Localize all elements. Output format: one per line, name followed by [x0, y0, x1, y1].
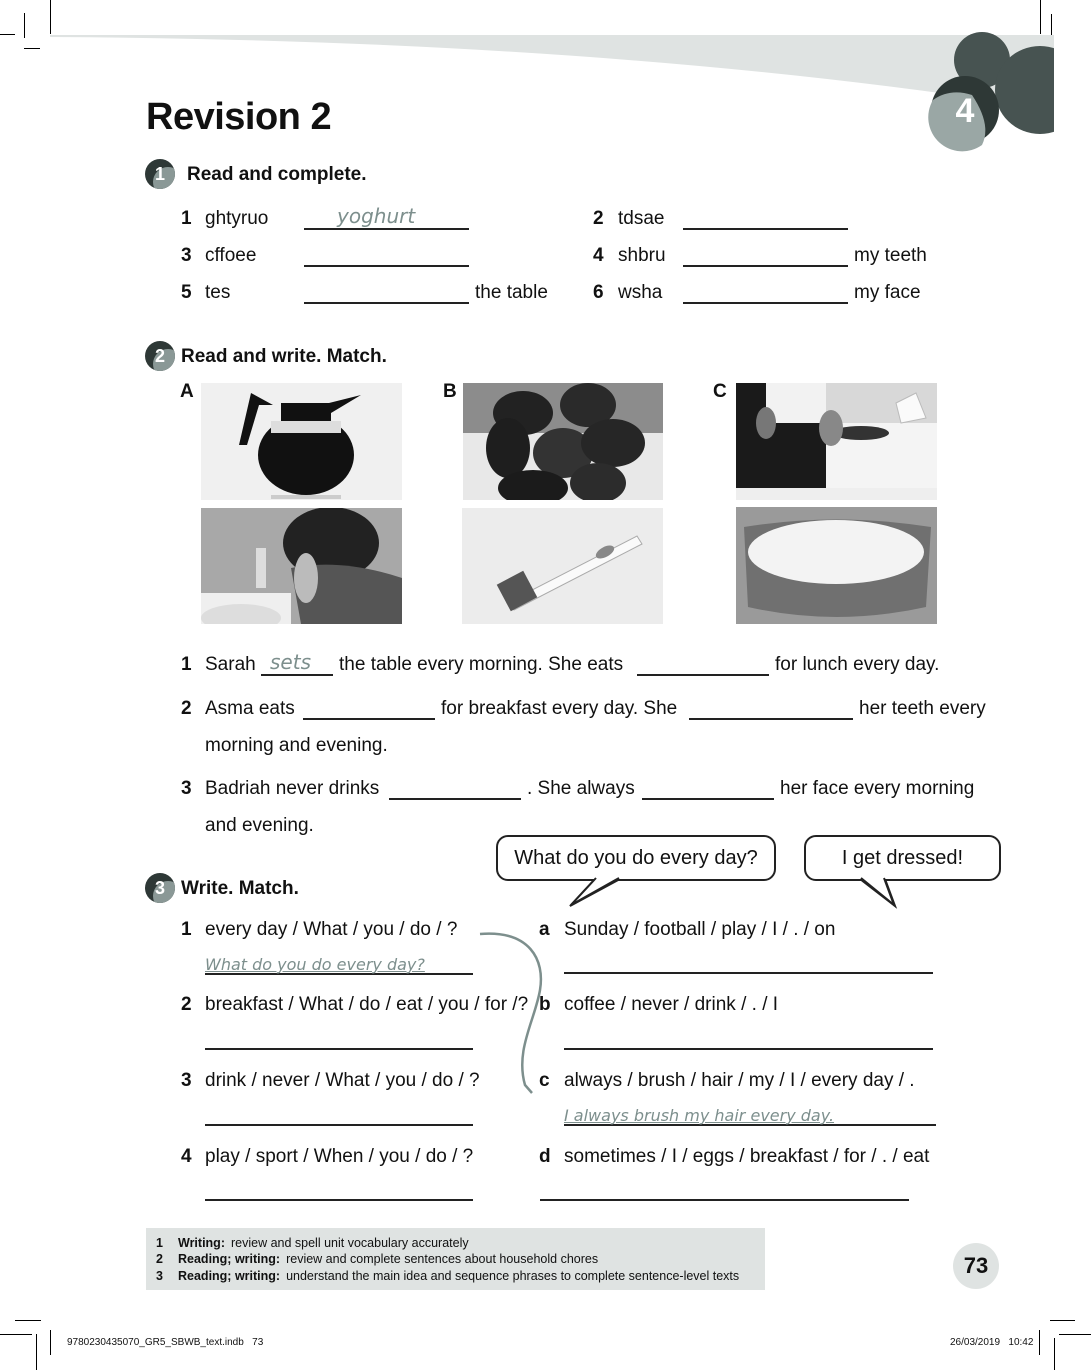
exercise-1-badge: 1 [145, 159, 175, 189]
sentence-text: her teeth every [859, 698, 986, 719]
question-prompt: every day / What / you / do / ? [205, 919, 458, 940]
item-number: 3 [181, 245, 192, 266]
question-prompt: breakfast / What / do / eat / you / for /? [205, 994, 529, 1015]
sentence-number: 2 [181, 698, 192, 719]
jumbled-word: wsha [618, 282, 663, 303]
handwritten-answer: What do you do every day? [205, 955, 425, 974]
answer-letter: a [539, 919, 550, 940]
item-number: 6 [593, 282, 604, 303]
question-number: 1 [181, 919, 192, 940]
jumbled-word: tes [205, 282, 231, 303]
objective-row: 2 Reading; writing: review and complete sentences about household chores [156, 1252, 599, 1266]
objective-row: 1 Writing: review and spell unit vocabulary accurately [156, 1236, 469, 1250]
answer-blank[interactable] [205, 1124, 473, 1126]
column-label-a: A [180, 381, 194, 402]
unit-number: 4 [955, 92, 975, 130]
crop-mark [50, 1330, 51, 1355]
answer-letter: c [539, 1070, 550, 1091]
learning-objectives [146, 1228, 765, 1290]
column-label-b: B [443, 381, 457, 402]
crop-mark [0, 1334, 32, 1335]
question-prompt: drink / never / What / you / do / ? [205, 1070, 480, 1091]
handwritten-answer: yoghurt [337, 204, 416, 228]
crop-mark [1054, 1338, 1055, 1370]
page-number: 73 [953, 1243, 999, 1289]
sentence-text: for breakfast every day. She [441, 698, 678, 719]
answer-letter: b [539, 994, 551, 1015]
answer-blank[interactable] [205, 1199, 473, 1201]
exercise-1-instruction: Read and complete. [187, 164, 367, 185]
column-label-c: C [713, 381, 727, 402]
jumbled-word: cffoee [205, 245, 257, 266]
exercise-3-instruction: Write. Match. [181, 878, 299, 899]
sentence-text: Asma eats [205, 698, 295, 719]
answer-prompt: coffee / never / drink / . / I [564, 994, 779, 1015]
answer-prompt: always / brush / hair / my / I / every day / . [564, 1070, 915, 1091]
answer-letter: d [539, 1146, 551, 1167]
sentence-text: the table every morning. She eats [339, 654, 624, 675]
sentence-text: and evening. [205, 815, 314, 836]
answer-prompt: Sunday / football / play / I / . / on [564, 919, 836, 940]
crop-mark [15, 1320, 41, 1321]
answer-blank[interactable] [564, 1048, 933, 1050]
speech-bubble-question: What do you do every day? [496, 835, 776, 881]
sentence-number: 1 [181, 654, 192, 675]
exercise-3-badge: 3 [145, 873, 175, 903]
suffix-text: my teeth [854, 245, 927, 266]
suffix-text: my face [854, 282, 921, 303]
page-title: Revision 2 [146, 96, 332, 138]
sentence-text: Badriah never drinks [205, 778, 380, 799]
item-number: 2 [593, 208, 604, 229]
item-number: 4 [593, 245, 604, 266]
sentence-text: for lunch every day. [775, 654, 940, 675]
sentence-text: morning and evening. [205, 735, 388, 756]
objective-row: 3 Reading; writing: understand the main idea and sequence phrases to complete sentence-level texts [156, 1269, 740, 1283]
answer-prompt: sometimes / I / eggs / breakfast / for / . / eat [564, 1146, 930, 1167]
jumbled-word: ghtyruo [205, 208, 269, 229]
suffix-text: the table [475, 282, 548, 303]
answer-blank[interactable] [564, 972, 933, 974]
answer-blank[interactable] [205, 1048, 473, 1050]
crop-mark [1050, 1320, 1075, 1321]
question-prompt: play / sport / When / you / do / ? [205, 1146, 474, 1167]
exercise-2-instruction: Read and write. Match. [181, 346, 387, 367]
exercise-2-badge: 2 [145, 341, 175, 371]
speech-bubble-answer: I get dressed! [804, 835, 1001, 881]
print-slug-date: 26/03/2019 10:42 [950, 1337, 1034, 1348]
item-number: 5 [181, 282, 192, 303]
sentence-text: Sarah [205, 654, 256, 675]
question-number: 3 [181, 1070, 192, 1091]
question-number: 4 [181, 1146, 192, 1167]
question-number: 2 [181, 994, 192, 1015]
jumbled-word: tdsae [618, 208, 665, 229]
sentence-text: her face every morning [780, 778, 975, 799]
answer-blank[interactable] [540, 1199, 909, 1201]
item-number: 1 [181, 208, 192, 229]
handwritten-answer: I always brush my hair every day. [564, 1106, 835, 1125]
print-slug-file: 9780230435070_GR5_SBWB_text.indb 73 [67, 1337, 264, 1348]
crop-mark [1039, 1330, 1040, 1355]
crop-mark [1059, 1334, 1091, 1335]
handwritten-answer: sets [270, 650, 311, 674]
jumbled-word: shbru [618, 245, 666, 266]
crop-mark [36, 1334, 37, 1370]
sentence-text: . She always [527, 778, 635, 799]
sentence-number: 3 [181, 778, 192, 799]
